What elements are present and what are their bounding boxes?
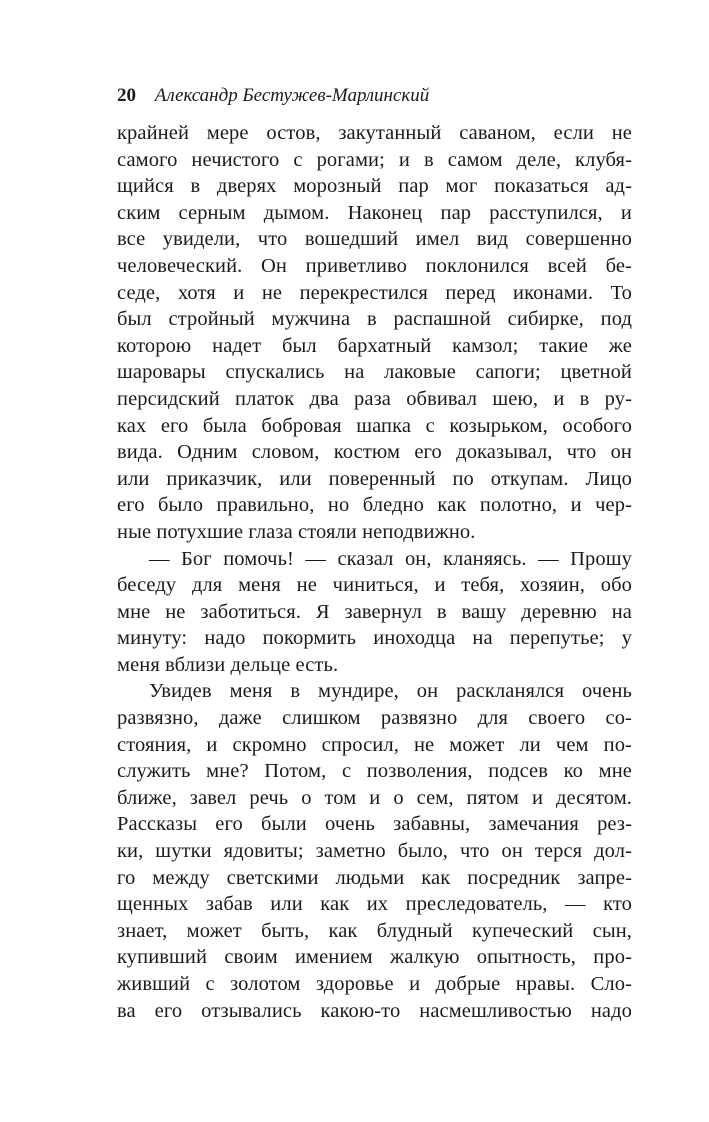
text-line: минуту: надо покормить иноходца на перепутье; у [117,627,632,650]
text-line: вида. Одним словом, костюм его доказывал, что он [117,441,632,464]
text-line: ные потухшие глаза стояли неподвижно. [117,520,476,543]
text-line: мне не заботиться. Я завернул в вашу деревню на [117,600,632,623]
text-line: седе, хотя и не перекрестился перед иконами. То [117,281,632,304]
text-line: стояния, и скромно спросил, не может ли чем по- [117,733,632,756]
text-line: беседу для меня не чиниться, и тебя, хозяин, обо [117,574,632,597]
text-line: служить мне? Потом, с позволения, подсев ко мне [117,760,632,783]
text-line: меня вблизи дельце есть. [117,653,339,676]
text-line: или приказчик, или поверенный по откупам. Лицо [117,467,632,490]
text-line: ближе, завел речь о том и о сем, пятом и десятом. [117,786,632,809]
text-line: щийся в дверях морозный пар мог показаться ад- [117,175,632,198]
text-line: го между светскими людьми как посредник запре- [117,866,632,889]
page-number: 20 [117,85,136,106]
text-line: персидский платок два раза обвивал шею, и в ру- [117,387,632,410]
text-line: купивший своим имением жалкую опытность, про- [117,946,632,969]
text-line: Увидев меня в мундире, он раскланялся очень [149,680,632,703]
running-head-author: Александр Бестужев-Марлинский [154,85,430,106]
text-line: шаровары спускались на лаковые сапоги; цветной [117,361,632,384]
text-line: ках его была бобровая шапка с козырьком, особого [117,414,632,437]
text-line: — Бог помочь! — сказал он, кланяясь. — Прошу [149,547,632,570]
text-line: Рассказы его были очень забавны, замечания рез- [117,813,632,836]
text-line: знает, может быть, как блудный купеческий сын, [117,919,632,942]
text-line: развязно, даже слишком развязно для своего со- [117,707,632,730]
body-text [117,120,632,1024]
text-line: крайней мере остов, закутанный саваном, если не [117,122,632,144]
text-line: человеческий. Он приветливо поклонился всей бе- [117,254,632,277]
text-line: был стройный мужчина в распашной сибирке, под [117,308,632,331]
text-line: щенных забав или как их преследователь, — кто [117,893,632,916]
text-line: самого нечистого с рогами; и в самом деле, клубя- [117,148,632,171]
running-head [117,78,632,114]
text-line: живший с золотом здоровье и добрые нравы. Сло- [117,973,632,995]
book-page [117,78,632,1024]
text-line: его было правильно, но бледно как полотно, и чер- [117,494,632,517]
text-line: ва его отзывались какою-то насмешливостью надо [117,999,632,1022]
text-line: ским серным дымом. Наконец пар расступился, и [117,201,632,224]
text-line: которою надет был бархатный камзол; такие же [117,334,632,357]
text-line: ки, шутки ядовиты; заметно было, что он терся дол- [117,840,632,863]
text-line: все увидели, что вошедший имел вид совершенно [117,228,632,251]
